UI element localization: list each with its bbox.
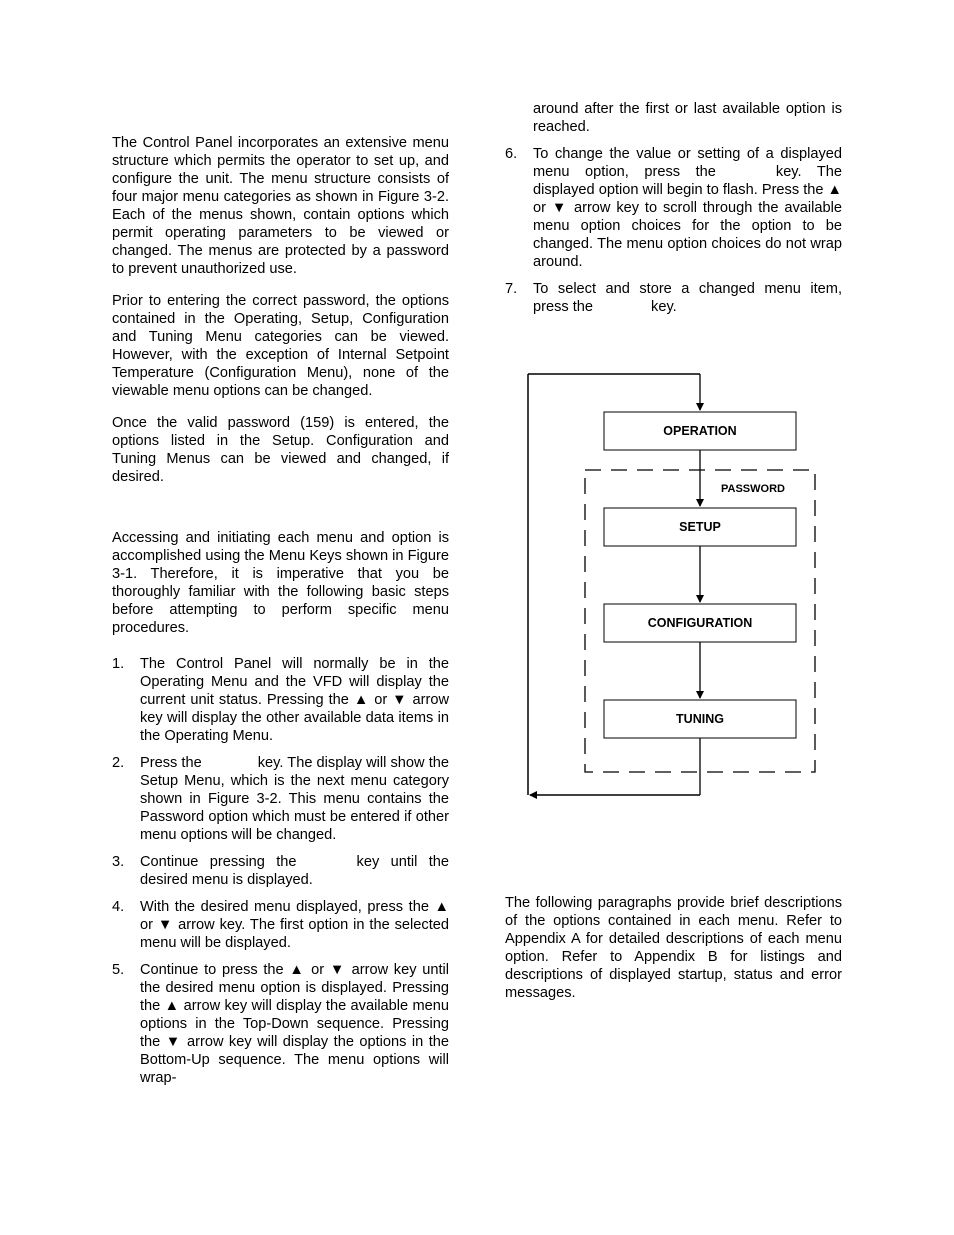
closing-paragraph: The following paragraphs provide brief descriptions of the options contained in each menu. Refer to Appendix A for detailed descriptions of each menu option. Refer to Appendix B for listings and descriptions of displayed startup, status and error messages. [505,895,842,1001]
step-text: key. The displayed option will begin to flash. Press the ▲ or ▼ arrow key to scroll through the available menu option choices for the option to be changed. The menu option choices do not wrap around. [533,164,842,270]
steps-list [112,655,449,1087]
list-item: 5. Continue to press the ▲ or ▼ arrow key until the desired menu option is displayed. Pressing the ▲ arrow key will display the available menu options in the Top-Down sequence. Pressing the ▼ arrow key will display the options in the Bottom-Up sequence. The menu options will wrap- [112,962,449,1086]
tuning-label: TUNING [676,712,724,726]
step-text: To change the value or setting of a displayed menu option, press the [533,146,842,180]
list-item: 2. Press the key. The display will show the Setup Menu, which is the next menu category shown in Figure 3-2. This menu contains the Password option which must be entered if other menu options will be changed. [112,755,449,843]
menu-structure-diagram [520,365,820,805]
step-text: Continue pressing the [140,854,297,870]
list-item: 6. To change the value or setting of a displayed menu option, press the key. The displayed option will begin to flash. Press the ▲ or ▼ arrow key to scroll through the available menu option choices for the option to be changed. The menu option choices do not wrap around. [505,146,842,270]
operation-label: OPERATION [663,424,737,438]
list-item: 3. Continue pressing the key until the desired menu is displayed. [112,854,449,888]
password-paragraph: Prior to entering the correct password, the options contained in the Operating, Setup, Configuration and Tuning Menu categories can be viewed. However, with the exception of Internal Setpoint Temperature (Configuration Menu), none of the viewable menu options can be changed. [112,293,449,399]
step-text: key until the desired menu is displayed. [140,854,449,888]
list-item: 1. The Control Panel will normally be in the Operating Menu and the VFD will display the current unit status. Pressing the ▲ or ▼ arrow key will display the other available data items in the Operating Menu. [112,656,449,744]
list-item: 7. To select and store a changed menu item, press the key. [505,281,842,315]
valid-password-paragraph: Once the valid password (159) is entered, the options listed in the Setup. Configuration and Tuning Menus can be viewed and changed, if desired. [112,415,449,485]
list-item: 4. With the desired menu displayed, press the ▲ or ▼ arrow key. The first option in the selected menu will be displayed. [112,899,449,951]
step-text: key. The display will show the Setup Menu, which is the next menu category shown in Figure 3-2. This menu contains the Password option which must be entered if other menu options will be changed. [140,755,449,843]
step-text: With the desired menu displayed, press the ▲ or ▼ arrow key. The first option in the selected menu will be displayed. [140,899,449,951]
step-text: To select and store a changed menu item, press the [533,281,842,315]
configuration-label: CONFIGURATION [647,616,753,630]
step-text: Continue to press the ▲ or ▼ arrow key until the desired menu option is displayed. Pressing the ▲ arrow key will display the available menu options in the Top-Down sequence. Pressing the ▼ arrow key will display the options in the Bottom-Up sequence. The menu options will wrap- [140,962,449,1086]
steps-list-continued [505,145,842,316]
accessing-paragraph: Accessing and initiating each menu and option is accomplished using the Menu Keys shown in Figure 3-1. Therefore, it is imperative that you be thoroughly familiar with the following basic steps before attempting to perform specific menu procedures. [112,530,449,636]
left-column [112,134,449,1096]
setup-label: SETUP [679,520,721,534]
step-text: key. [651,299,677,315]
step-text: The Control Panel will normally be in the Operating Menu and the VFD will display the current unit status. Pressing the ▲ or ▼ arrow key will display the other available data items in the Operating Menu. [140,656,449,744]
step-text: Press the [140,755,202,771]
continuation-text: around after the first or last available option is reached. [533,101,842,135]
intro-paragraph: The Control Panel incorporates an extensive menu structure which permits the operator to set up, and configure the unit. The menu structure consists of four major menu categories as shown in Figure 3-2. Each of the menus shown, contain options which permit operating parameters to be viewed or changed. The menus are protected by a password to prevent unauthorized use. [112,135,449,277]
password-label: PASSWORD [721,483,785,495]
